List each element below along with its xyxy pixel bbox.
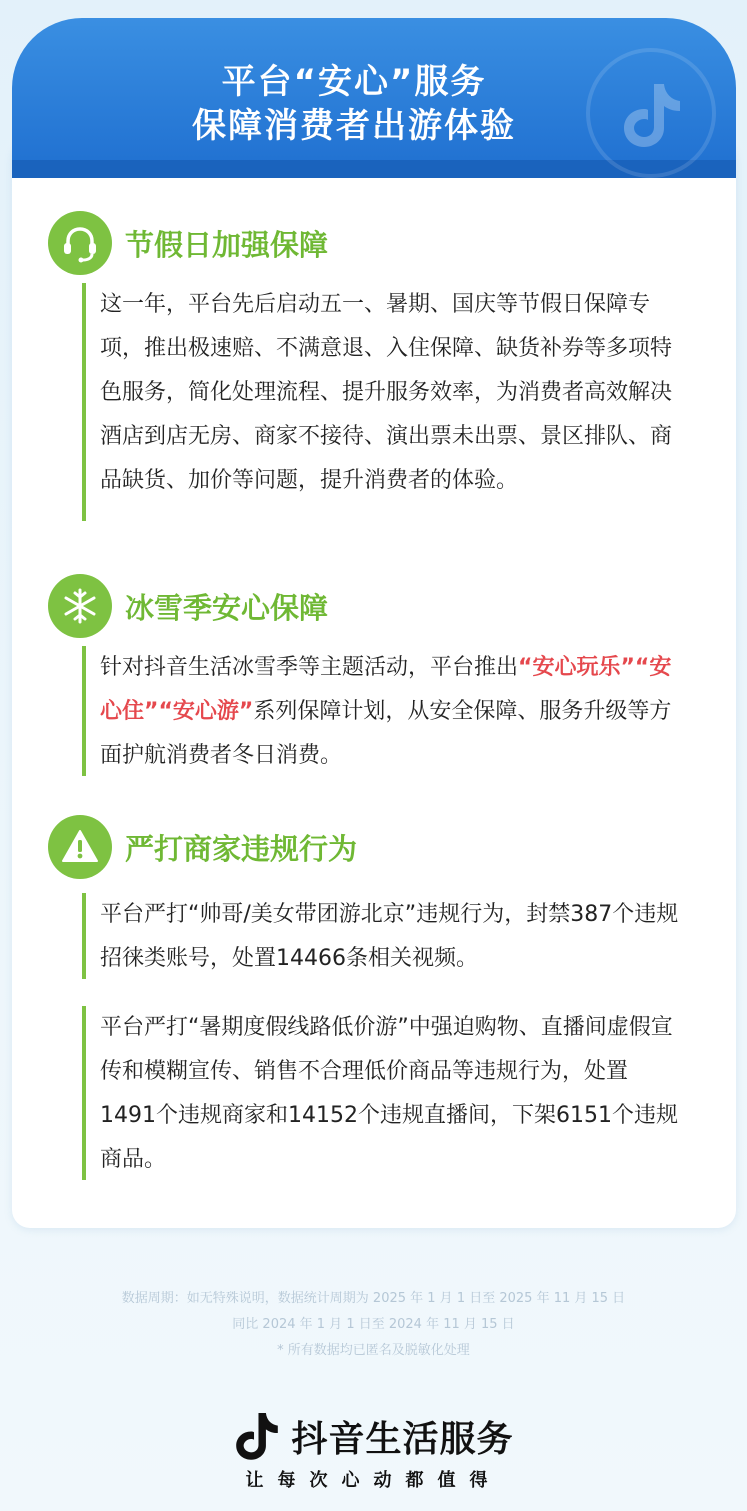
- brand-name: 抖音生活服务: [291, 1418, 514, 1460]
- footnote-period: 数据周期：如无特殊说明，数据统计周期为 2025 年 1 月 1 日至 2025 年 11 月 15 日: [121, 1291, 626, 1306]
- footnote-yoy: 同比 2024 年 1 月 1 日至 2024 年 11 月 15 日: [232, 1317, 515, 1332]
- brand-logo: [0, 1408, 747, 1464]
- section-paragraph-holiday: 这一年，平台先后启动五一、暑期、国庆等节假日保障专项，推出极速赔、不满意退、入住保障、缺货补券等多项特色服务，简化处理流程、提升服务效率，为消费者高效解决酒店到店无房、商家不接待、演出票未出票、景区排队、商品缺货、加价等问题，提升消费者的体验。: [82, 283, 682, 521]
- section-title-crackdown: 严打商家违规行为: [125, 832, 358, 866]
- header-banner: [12, 18, 736, 178]
- section-paragraph-winter: [82, 646, 682, 776]
- section-paragraph-crackdown-2: 平台严打“暑期度假线路低价游”中强迫购物、直播间虚假宣传和模糊宣传、销售不合理低价商品等违规行为，处置1491个违规商家和14152个违规直播间，下架6151个违规商品。: [82, 1006, 682, 1180]
- section-title-winter: 冰雪季安心保障: [125, 591, 329, 625]
- snowflake-icon: [48, 574, 112, 638]
- winter-text-after: 系列保障计划，从安全保障、服务升级等方面护航消费者冬日消费。: [100, 699, 672, 768]
- header-title-line2: 保障消费者出游体验: [192, 106, 516, 146]
- winter-text-highlight: “安心玩乐”“安心住”“安心游”: [100, 655, 672, 724]
- warning-icon: [48, 815, 112, 879]
- section-paragraph-crackdown-1: 平台严打“帅哥/美女带团游北京”违规行为，封禁387个违规招徕类账号，处置14466条相关视频。: [82, 893, 682, 979]
- headset-icon: [48, 211, 112, 275]
- brand-slogan: 让每次心动都值得: [245, 1470, 502, 1491]
- douyin-logo-icon: [233, 1410, 281, 1462]
- footnote-anonymized: * 所有数据均已匿名及脱敏化处理: [277, 1343, 470, 1358]
- header-title-line1: 平台“安心”服务: [221, 62, 487, 102]
- section-title-holiday: 节假日加强保障: [125, 228, 329, 262]
- winter-text-before: 针对抖音生活冰雪季等主题活动，平台推出: [100, 655, 519, 680]
